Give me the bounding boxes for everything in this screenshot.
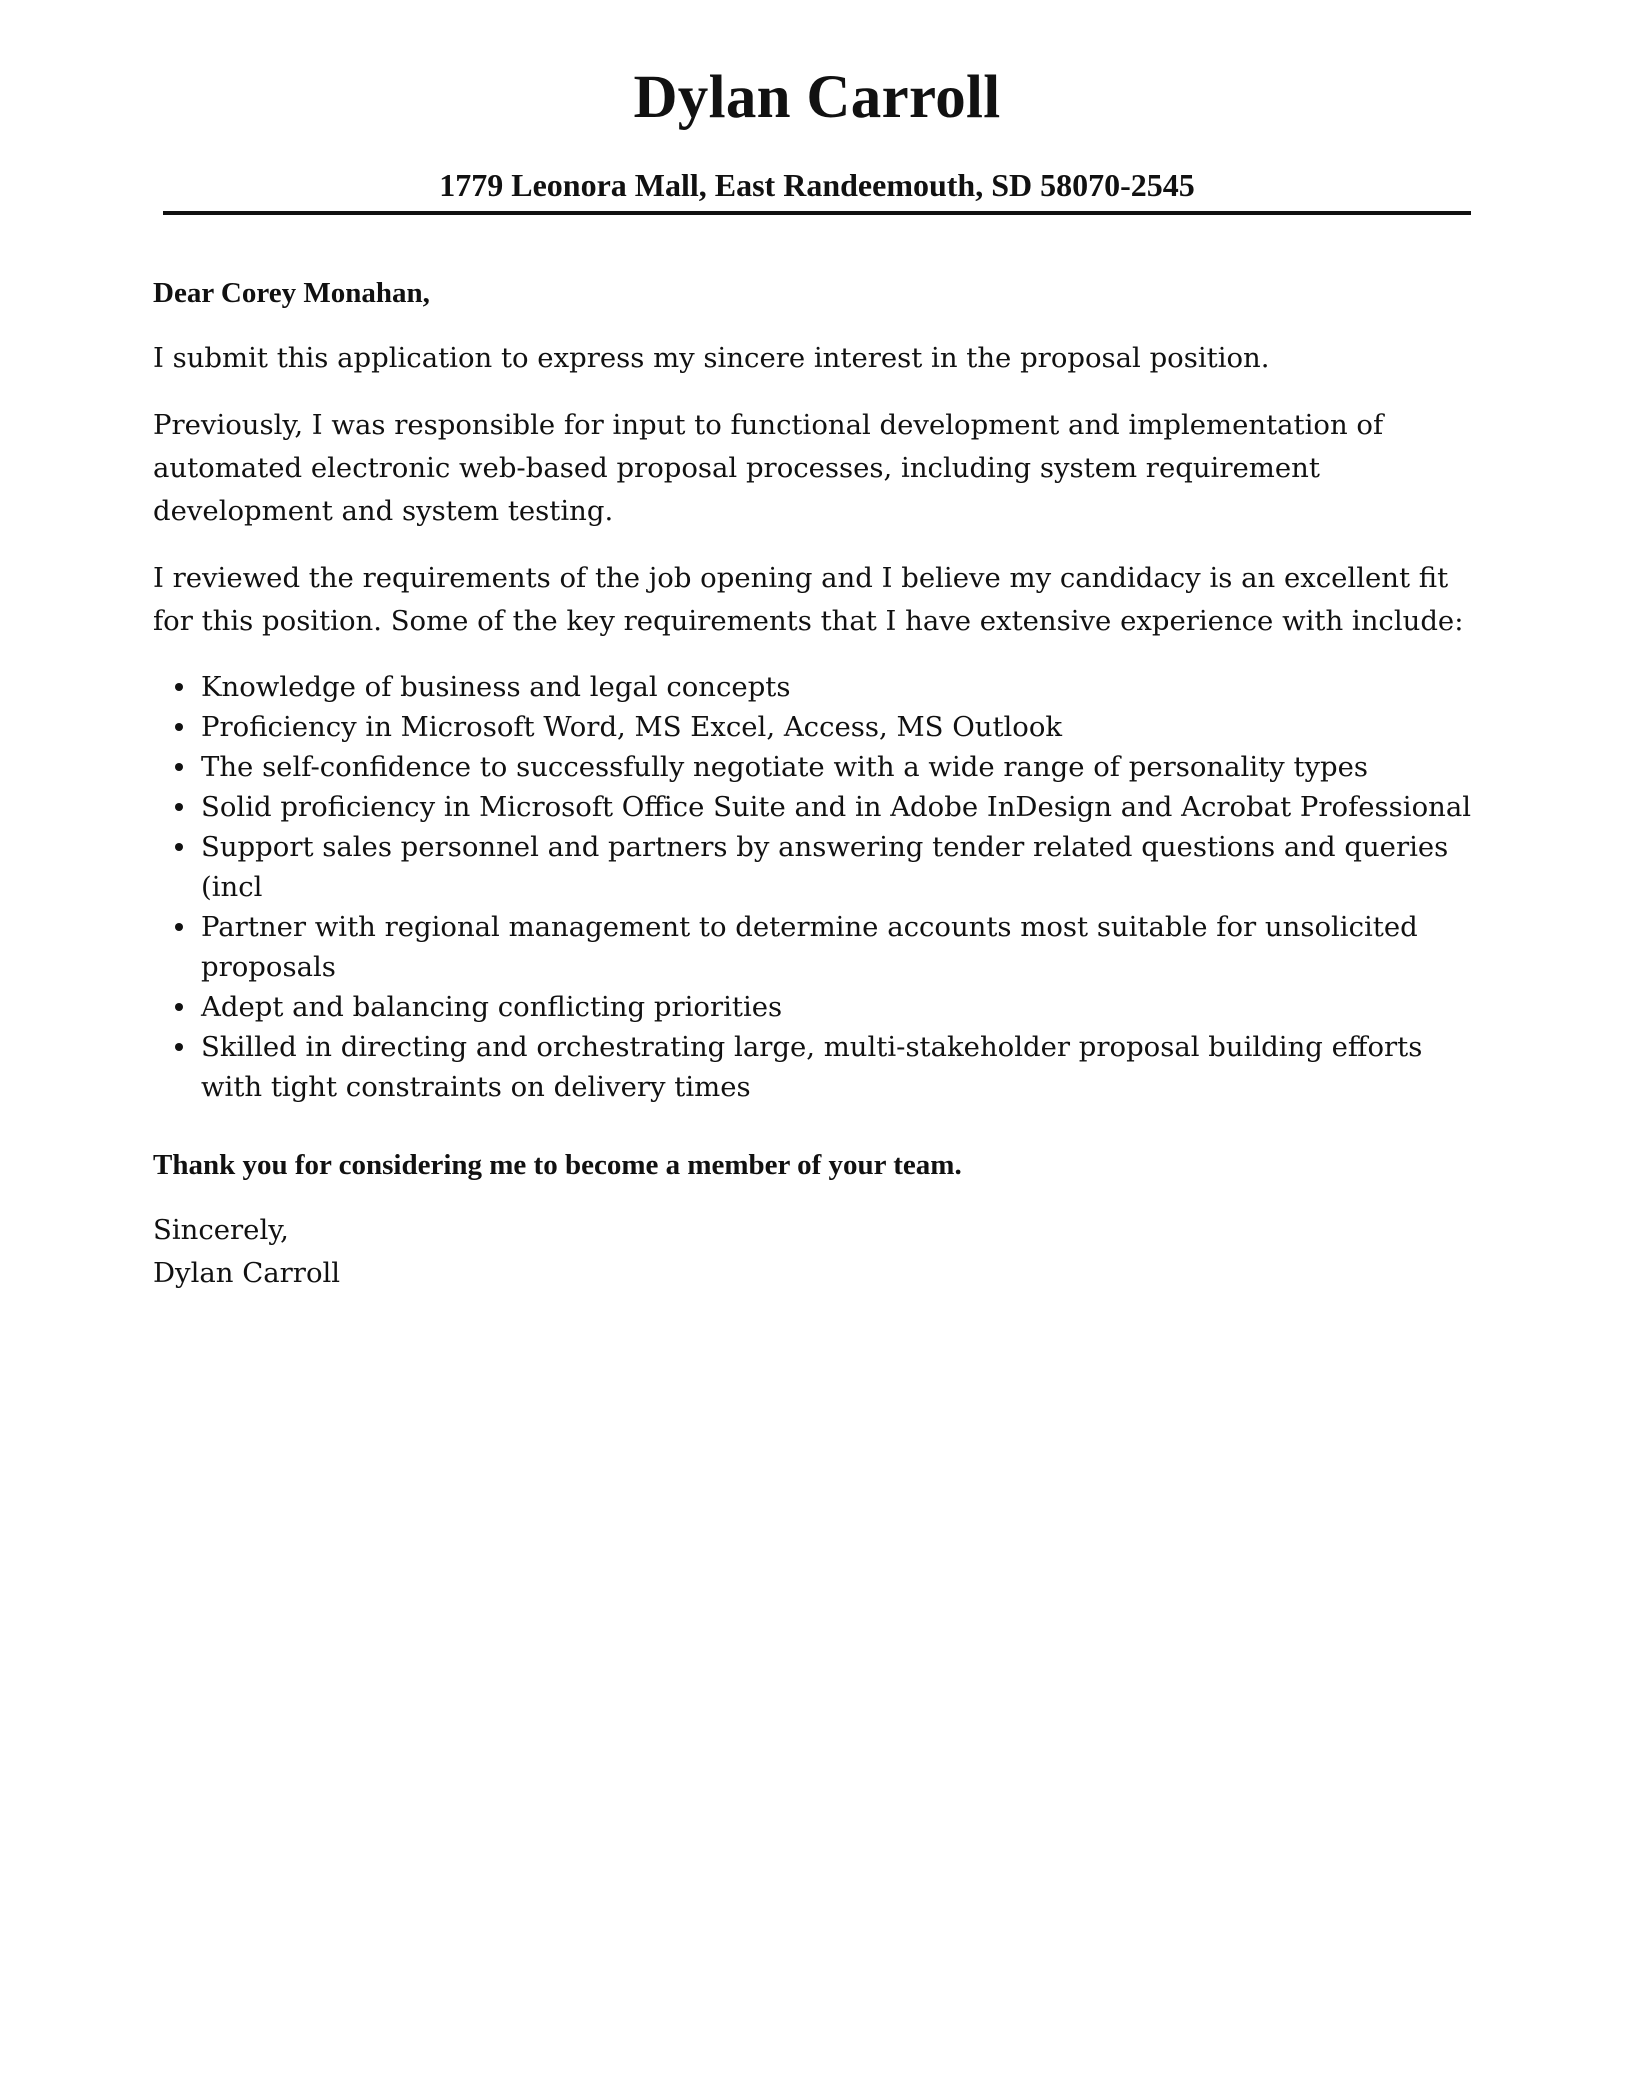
header-divider	[163, 211, 1471, 215]
letter-body	[153, 272, 1483, 1295]
list-item-text: Knowledge of business and legal concepts	[201, 671, 791, 703]
list-item	[153, 907, 1483, 987]
list-item-text: Adept and balancing conflicting priorities	[201, 991, 783, 1023]
list-item	[153, 707, 1483, 747]
salutation: Dear Corey Monahan,	[153, 277, 430, 309]
list-item-text: Partner with regional management to determine accounts most suitable for unsolicited proposals	[201, 911, 1418, 983]
bullet-icon	[175, 683, 183, 691]
list-item	[153, 1027, 1483, 1107]
bullet-icon	[175, 923, 183, 931]
bullet-icon	[175, 1043, 183, 1051]
experience-paragraph: Previously, I was responsible for input to functional development and implementation of automated electronic web-based proposal processes, including system requirement development and system testing.	[153, 409, 1384, 527]
list-item-text: Support sales personnel and partners by answering tender related questions and queries (incl	[201, 831, 1449, 903]
list-item-text: The self-confidence to successfully negotiate with a wide range of personality types	[201, 751, 1369, 783]
signature-name: Dylan Carroll	[153, 1257, 341, 1289]
requirements-list	[153, 667, 1483, 1107]
list-item-text: Solid proficiency in Microsoft Office Suite and in Adobe InDesign and Acrobat Professional	[201, 791, 1472, 823]
intro-paragraph: I submit this application to express my sincere interest in the proposal position.	[153, 342, 1270, 374]
list-item	[153, 747, 1483, 787]
bullet-icon	[175, 843, 183, 851]
bullet-icon	[175, 803, 183, 811]
closing-line: Thank you for considering me to become a member of your team.	[153, 1149, 962, 1181]
signoff-block	[153, 1209, 1483, 1295]
bullet-icon	[175, 723, 183, 731]
list-item	[153, 987, 1483, 1027]
signoff: Sincerely,	[153, 1214, 289, 1246]
applicant-address: 1779 Leonora Mall, East Randeemouth, SD 58070-2545	[439, 167, 1195, 203]
bullet-icon	[175, 763, 183, 771]
list-item-text: Skilled in directing and orchestrating large, multi-stakeholder proposal building efforts with tight constraints on delivery times	[201, 1031, 1423, 1103]
list-item	[153, 667, 1483, 707]
bullet-icon	[175, 1003, 183, 1011]
list-item	[153, 827, 1483, 907]
list-item-text: Proficiency in Microsoft Word, MS Excel, Access, MS Outlook	[201, 711, 1063, 743]
list-item	[153, 787, 1483, 827]
applicant-name: Dylan Carroll	[633, 64, 1001, 131]
requirements-paragraph: I reviewed the requirements of the job opening and I believe my candidacy is an excellent fit for this position. Some of the key requirements that I have extensive experience with include:	[153, 562, 1464, 637]
